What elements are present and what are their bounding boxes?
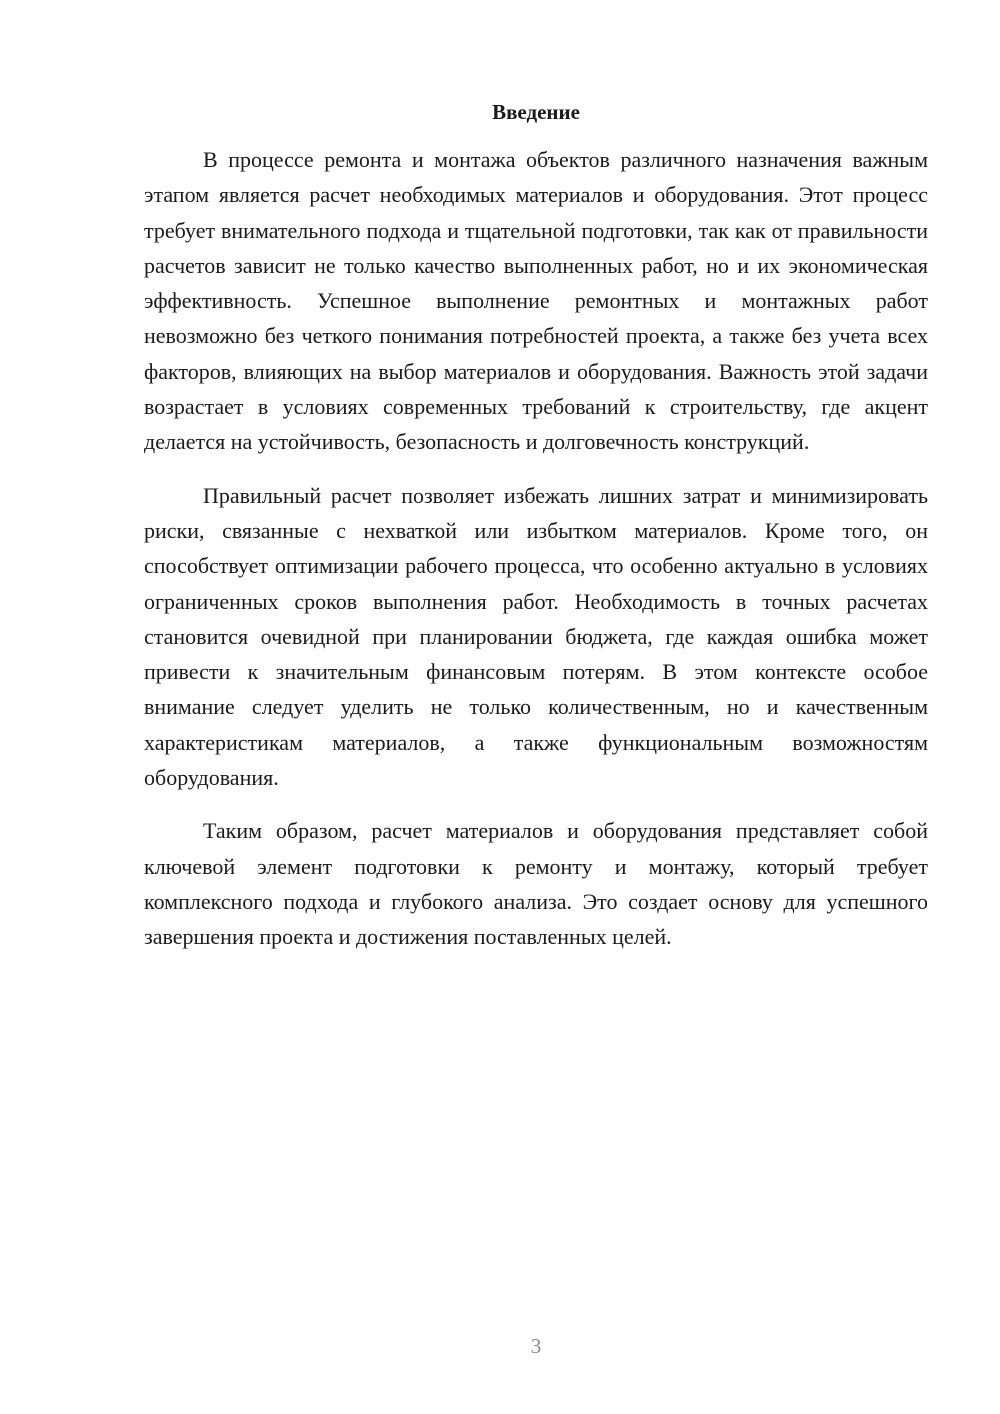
section-heading: Введение: [492, 100, 580, 124]
paragraph-2: Правильный расчет позволяет избежать лишних затрат и минимизировать риски, связанные с нехваткой или избытком материалов. Кроме того, он способствует оптимизации рабочего процесса, что особенно актуально в условиях ограниченных сроков выполнения работ. Необходимость в точных расчетах становится очевидной при планировании бюджета, где каждая ошибка может привести к значительным финансовым потерям. В этом контексте особое внимание следует уделить не только количественным, но и качественным характеристикам материалов, а также функциональным возможностям оборудования.: [144, 482, 928, 791]
paragraph-3: Таким образом, расчет материалов и оборудования представляет собой ключевой элемент подготовки к ремонту и монтажу, который требует комплексного подхода и глубокого анализа. Это создает основу для успешного завершения проекта и достижения поставленных целей.: [144, 818, 928, 950]
paragraph-1: В процессе ремонта и монтажа объектов различного назначения важным этапом является расчет необходимых материалов и оборудования. Этот процесс требует внимательного подхода и тщательной подготовки, так как от правильности расчетов зависит не только качество выполненных работ, но и их экономическая эффективность. Успешное выполнение ремонтных и монтажных работ невозможно без четкого понимания потребностей проекта, а также без учета всех факторов, влияющих на выбор материалов и оборудования. Важность этой задачи возрастает в условиях современных требований к строительству, где акцент делается на устойчивость, безопасность и долговечность конструкций.: [144, 147, 928, 455]
body-text: [144, 142, 928, 973]
page-number: 3: [530, 1334, 542, 1358]
